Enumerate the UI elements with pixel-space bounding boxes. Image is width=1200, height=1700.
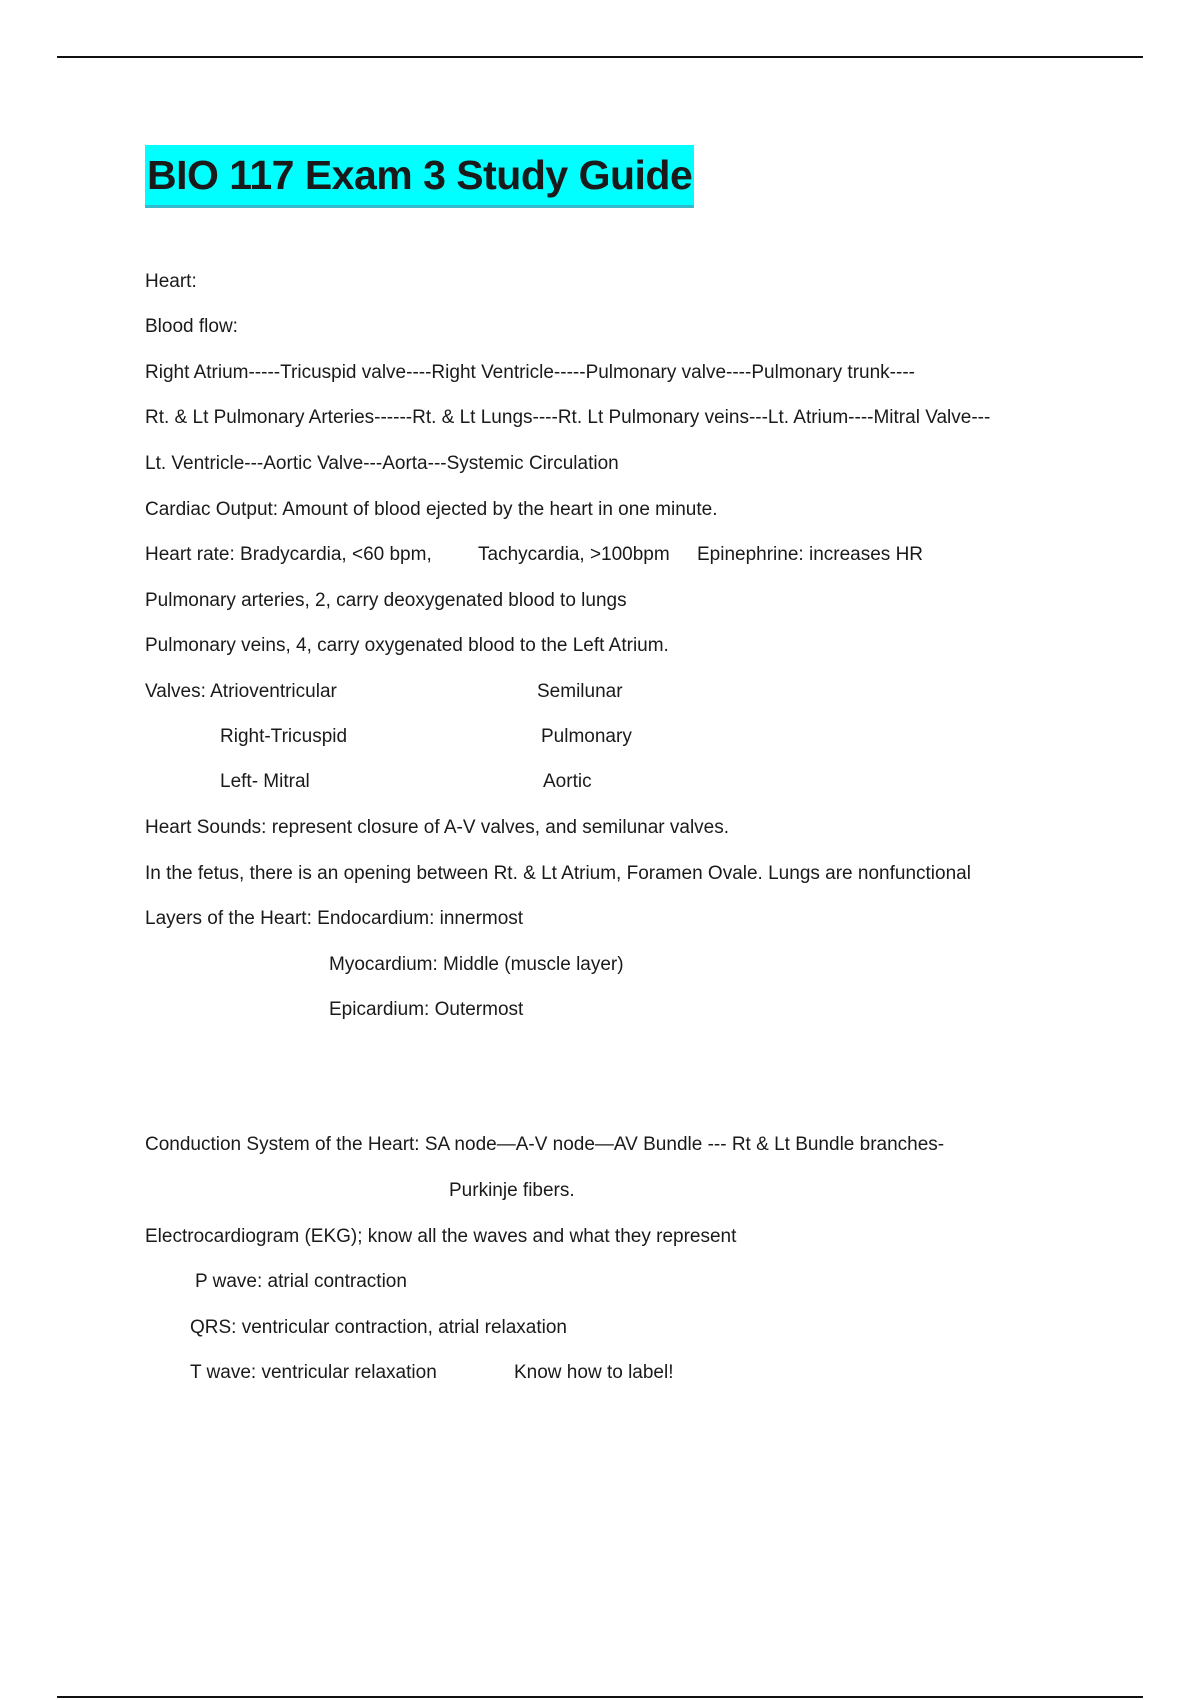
pulmonary-arteries-line: Pulmonary arteries, 2, carry deoxygenated blood to lungs (145, 590, 627, 611)
heart-rate-bradycardia: Heart rate: Bradycardia, <60 bpm, (145, 544, 432, 565)
footer-rule (57, 1696, 1143, 1698)
heading-blood-flow: Blood flow: (145, 316, 238, 337)
heart-rate-tachycardia: Tachycardia, >100bpm (478, 544, 670, 565)
conduction-purkinje: Purkinje fibers. (449, 1180, 575, 1201)
pulmonary-veins-line: Pulmonary veins, 4, carry oxygenated blood to the Left Atrium. (145, 635, 669, 656)
valve-aortic: Aortic (543, 771, 592, 792)
know-how-to-label: Know how to label! (514, 1362, 674, 1383)
layers-epicardium: Epicardium: Outermost (329, 999, 524, 1020)
conduction-system-line: Conduction System of the Heart: SA node—A-V node—AV Bundle --- Rt & Lt Bundle branches- (145, 1134, 945, 1155)
ekg-line: Electrocardiogram (EKG); know all the waves and what they represent (145, 1226, 737, 1247)
blood-flow-line-2: Rt. & Lt Pulmonary Arteries------Rt. & Lt Lungs----Rt. Lt Pulmonary veins---Lt. Atrium----Mitral Valve--- (145, 407, 991, 428)
heart-rate-epinephrine: Epinephrine: increases HR (697, 544, 924, 565)
valves-atrioventricular: Valves: Atrioventricular (145, 681, 337, 702)
layers-myocardium: Myocardium: Middle (muscle layer) (329, 954, 624, 975)
header-rule (57, 56, 1143, 58)
qrs-line: QRS: ventricular contraction, atrial relaxation (190, 1317, 567, 1338)
valve-pulmonary: Pulmonary (541, 726, 632, 747)
valve-right-tricuspid: Right-Tricuspid (220, 726, 348, 747)
p-wave-line: P wave: atrial contraction (195, 1271, 407, 1292)
heart-sounds-line: Heart Sounds: represent closure of A-V valves, and semilunar valves. (145, 817, 730, 838)
valve-left-mitral: Left- Mitral (220, 771, 310, 792)
blood-flow-line-3: Lt. Ventricle---Aortic Valve---Aorta---Systemic Circulation (145, 453, 619, 474)
fetus-line: In the fetus, there is an opening between Rt. & Lt Atrium, Foramen Ovale. Lungs are nonfunctional (145, 863, 971, 884)
cardiac-output-line: Cardiac Output: Amount of blood ejected by the heart in one minute. (145, 499, 718, 520)
blood-flow-line-1: Right Atrium-----Tricuspid valve----Right Ventricle-----Pulmonary valve----Pulmonary trunk---- (145, 362, 915, 383)
valves-semilunar: Semilunar (537, 681, 623, 702)
heading-heart: Heart: (145, 271, 197, 292)
layers-endocardium: Layers of the Heart: Endocardium: innermost (145, 908, 524, 929)
t-wave-line: T wave: ventricular relaxation (190, 1362, 437, 1383)
page-title: BIO 117 Exam 3 Study Guide (145, 145, 694, 208)
